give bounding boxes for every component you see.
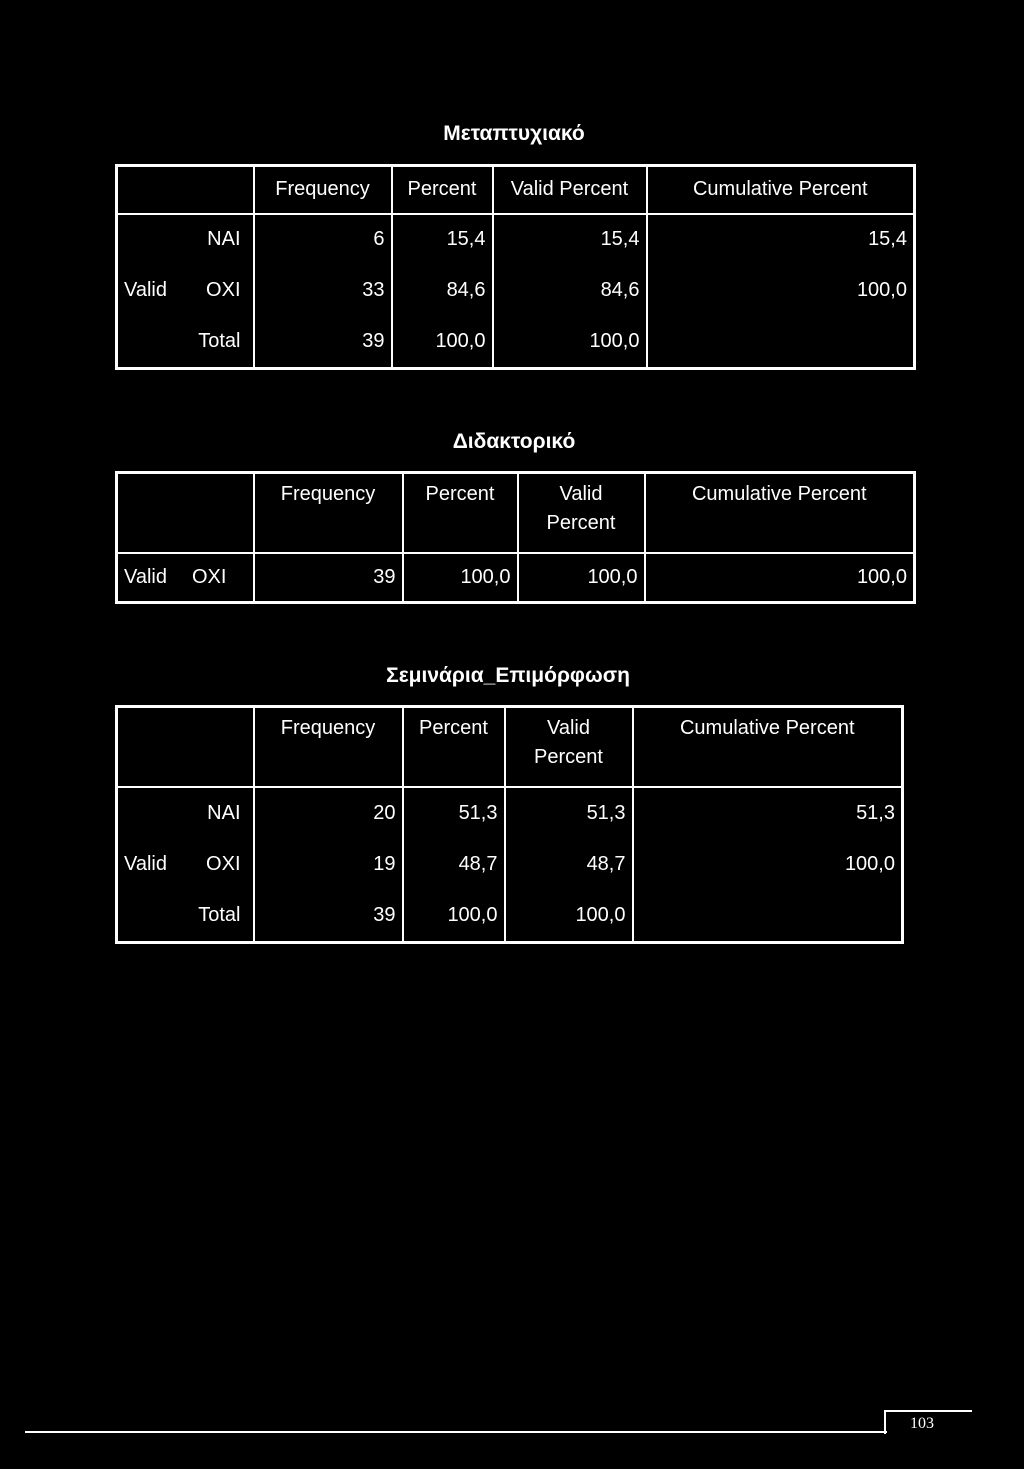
header-cumulative-percent: Cumulative Percent: [633, 707, 903, 787]
header-valid-percent: Valid Percent: [518, 473, 645, 553]
row-group-label: Valid: [124, 853, 167, 875]
frequency-table-postgraduate: [115, 164, 916, 370]
table-title-doctorate: Διδακτορικό: [452, 430, 576, 453]
row-label: Total: [198, 330, 241, 353]
table-row: [117, 839, 903, 891]
cell-frequency: 19: [254, 839, 403, 891]
cell-frequency: 6: [254, 214, 392, 266]
footer-rule: [25, 1431, 887, 1433]
table-row: [117, 265, 915, 317]
cell-cumulative-percent: 100,0: [645, 553, 915, 603]
cell-frequency: 39: [254, 891, 403, 943]
row-label: Total: [198, 904, 241, 927]
cell-cumulative-percent: [647, 317, 915, 369]
cell-valid-percent: 100,0: [505, 891, 633, 943]
cell-percent: 100,0: [392, 317, 493, 369]
cell-valid-percent: 100,0: [493, 317, 647, 369]
cell-cumulative-percent: 100,0: [633, 839, 903, 891]
cell-cumulative-percent: 100,0: [647, 265, 915, 317]
header-corner: [117, 707, 254, 787]
cell-frequency: 39: [254, 317, 392, 369]
cell-frequency: 33: [254, 265, 392, 317]
row-label: ΝΑΙ: [207, 228, 241, 251]
header-percent: Percent: [392, 166, 493, 214]
row-label-cell: [117, 317, 254, 369]
header-frequency: Frequency: [254, 166, 392, 214]
table-header-row: [117, 166, 915, 214]
table-row: [117, 317, 915, 369]
row-label: ΟΧΙ: [206, 279, 241, 302]
table-row: [117, 553, 915, 603]
row-label-cell: [117, 787, 254, 839]
cell-cumulative-percent: 51,3: [633, 787, 903, 839]
cell-percent: 100,0: [403, 891, 505, 943]
header-percent: Percent: [403, 473, 518, 553]
header-frequency: Frequency: [254, 707, 403, 787]
table-row: [117, 214, 915, 266]
cell-valid-percent: 15,4: [493, 214, 647, 266]
row-label-cell: [117, 839, 254, 891]
frequency-table-doctorate: [115, 471, 916, 604]
header-frequency: Frequency: [254, 473, 403, 553]
cell-valid-percent: 48,7: [505, 839, 633, 891]
header-cumulative-percent: Cumulative Percent: [647, 166, 915, 214]
row-group-label: Valid: [124, 565, 167, 588]
table-row: [117, 891, 903, 943]
row-label-cell: [117, 891, 254, 943]
row-label: ΟΧΙ: [192, 565, 227, 588]
table-title-postgraduate: Μεταπτυχιακό: [443, 122, 585, 145]
row-label: ΟΧΙ: [206, 853, 241, 875]
row-label-cell: [117, 214, 254, 266]
frequency-table-seminars: [115, 705, 904, 944]
cell-valid-percent: 100,0: [518, 553, 645, 603]
table-header-row: [117, 473, 915, 553]
table-header-row: [117, 707, 903, 787]
cell-valid-percent: 51,3: [505, 787, 633, 839]
row-group-label: Valid: [124, 279, 167, 302]
page-number: 103: [910, 1415, 934, 1432]
header-valid-percent: Valid Percent: [505, 707, 633, 787]
cell-percent: 51,3: [403, 787, 505, 839]
header-corner: [117, 166, 254, 214]
cell-percent: 15,4: [392, 214, 493, 266]
row-label: ΝΑΙ: [207, 801, 241, 824]
cell-frequency: 20: [254, 787, 403, 839]
cell-cumulative-percent: [633, 891, 903, 943]
cell-valid-percent: 84,6: [493, 265, 647, 317]
header-cumulative-percent: Cumulative Percent: [645, 473, 915, 553]
header-valid-percent: Valid Percent: [493, 166, 647, 214]
cell-frequency: 39: [254, 553, 403, 603]
cell-percent: 84,6: [392, 265, 493, 317]
cell-percent: 48,7: [403, 839, 505, 891]
header-corner: [117, 473, 254, 553]
table-title-seminars: Σεμινάρια_Επιμόρφωση: [386, 664, 630, 687]
cell-percent: 100,0: [403, 553, 518, 603]
row-label-cell: [117, 265, 254, 317]
table-row: [117, 787, 903, 839]
row-label-cell: [117, 553, 254, 603]
cell-cumulative-percent: 15,4: [647, 214, 915, 266]
header-percent: Percent: [403, 707, 505, 787]
